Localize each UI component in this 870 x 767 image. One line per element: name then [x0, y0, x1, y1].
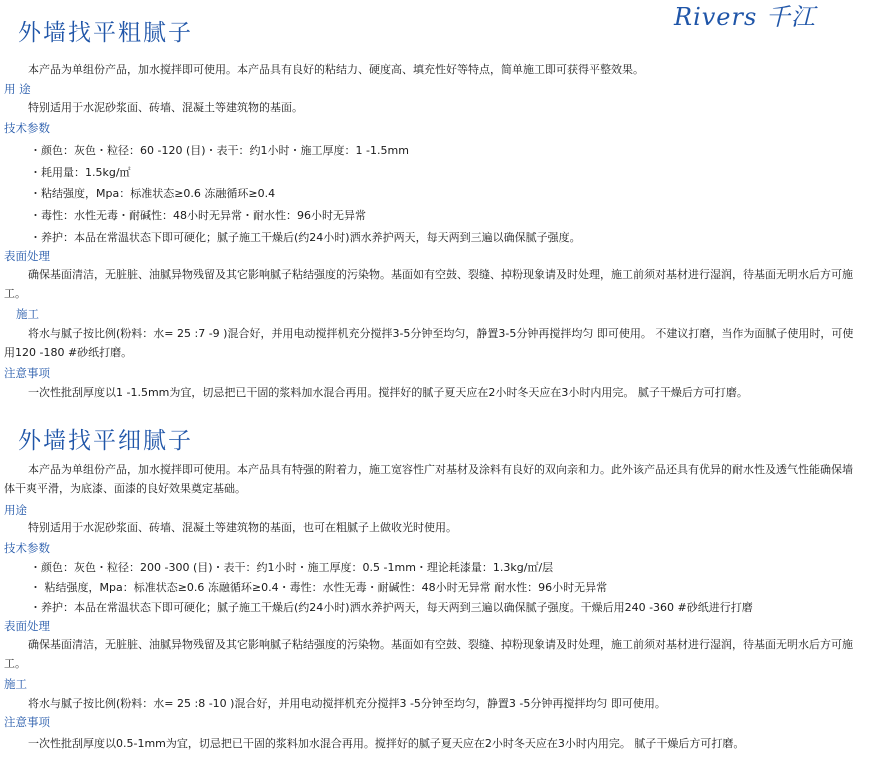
section1-spec-item: ・颜色：灰色・粒径：60 -120 (目)・表干：约1小时・施工厚度：1 -1.5mm [30, 144, 409, 157]
section1-title: 外墙找平粗腻子 [18, 20, 193, 46]
section2-construction-heading: 施工 [4, 677, 27, 691]
section1-usage-text: 特别适用于水泥砂浆面、砖墙、混凝土等建筑物的基面。 [28, 101, 303, 114]
section1-construction-heading: 施工 [16, 307, 39, 321]
section2-spec-item: ・ 粘结强度，Mpa：标准状态≥0.6 冻融循环≥0.4・毒性：水性无毒・耐碱性：48小时无异常 耐水性：96小时无异常 [30, 581, 608, 594]
section2-spec-item: ・颜色：灰色・粒径：200 -300 (目)・表干：约1小时・施工厚度：0.5 -1mm・理论耗漆量：1.3kg/㎡/层 [30, 561, 554, 574]
section2-notes-text: 一次性批刮厚度以0.5-1mm为宜，切忌把已干固的浆料加水混合再用。搅拌好的腻子夏天应在2小时冬天应在3小时内用完。 腻子干燥后方可打磨。 [28, 737, 745, 750]
section1-surface-text: 确保基面清洁，无脏脏、油腻异物残留及其它影响腻子粘结强度的污染物。基面如有空鼓、裂缝、掉粉现象请及时处理，施工前须对基材进行湿润，待基面无明水后方可施工。 [4, 268, 853, 300]
section2-usage-heading: 用途 [4, 503, 27, 517]
section1-notes-heading: 注意事项 [4, 366, 50, 380]
section1-intro: 本产品为单组份产品，加水搅拌即可使用。本产品具有良好的粘结力、硬度高、填充性好等特点，简单施工即可获得平整效果。 [28, 63, 644, 76]
section2-usage-text: 特别适用于水泥砂浆面、砖墙、混凝土等建筑物的基面，也可在粗腻子上做收光时使用。 [28, 521, 457, 534]
section1-surface-heading: 表面处理 [4, 249, 50, 263]
section2-construction-text: 将水与腻子按比例(粉料：水= 25 :8 -10 )混合好，并用电动搅拌机充分搅拌3 -5分钟至均匀，静置3 -5分钟再搅拌均匀 即可使用。 [28, 697, 666, 710]
section2-spec-item: ・养护：本品在常温状态下即可硬化；腻子施工干燥后(约24小时)洒水养护两天，每天两到三遍以确保腻子强度。干燥后用240 -360 #砂纸进行打磨 [30, 601, 753, 614]
section1-spec-item: ・耗用量：1.5kg/㎡ [30, 166, 131, 179]
section2-surface-text: 确保基面清洁，无脏脏、油腻异物残留及其它影响腻子粘结强度的污染物。基面如有空鼓、裂缝、掉粉现象请及时处理，施工前须对基材进行湿润，待基面无明水后方可施工。 [4, 638, 853, 670]
section2-surface-heading: 表面处理 [4, 619, 50, 633]
section1-spec-item: ・养护：本品在常温状态下即可硬化；腻子施工干燥后(约24小时)洒水养护两天，每天两到三遍以确保腻子强度。 [30, 231, 581, 244]
section1-construction-text: 将水与腻子按比例(粉料：水= 25 :7 -9 )混合好，并用电动搅拌机充分搅拌3-5分钟至均匀，静置3-5分钟再搅拌均匀 即可使用。 不建议打磨，当作为面腻子使用时，可使用120 -180 #砂纸打磨。 [4, 327, 854, 359]
section2-spec-heading: 技术参数 [4, 541, 50, 555]
section2-intro: 本产品为单组份产品，加水搅拌即可使用。本产品具有特强的附着力，施工宽容性广对基材及涂料有良好的双向亲和力。此外该产品还具有优异的耐水性及透气性能确保墙体干爽平滑，为底漆、面漆的良好效果奠定基础。 [4, 463, 853, 495]
section1-spec-item: ・毒性：水性无毒・耐碱性：48小时无异常・耐水性：96小时无异常 [30, 209, 366, 222]
svg-text:Rivers 千江: Rivers 千江 [674, 3, 816, 31]
brand-logo [672, 0, 832, 34]
section1-spec-item: ・粘结强度，Mpa：标准状态≥0.6 冻融循环≥0.4 [30, 187, 276, 200]
section2-title: 外墙找平细腻子 [18, 428, 193, 454]
section1-usage-heading: 用 途 [4, 82, 31, 96]
section1-spec-heading: 技术参数 [4, 121, 50, 135]
section1-notes-text: 一次性批刮厚度以1 -1.5mm为宜，切忌把已干固的浆料加水混合再用。搅拌好的腻子夏天应在2小时冬天应在3小时内用完。 腻子干燥后方可打磨。 [28, 386, 748, 399]
section2-notes-heading: 注意事项 [4, 715, 50, 729]
